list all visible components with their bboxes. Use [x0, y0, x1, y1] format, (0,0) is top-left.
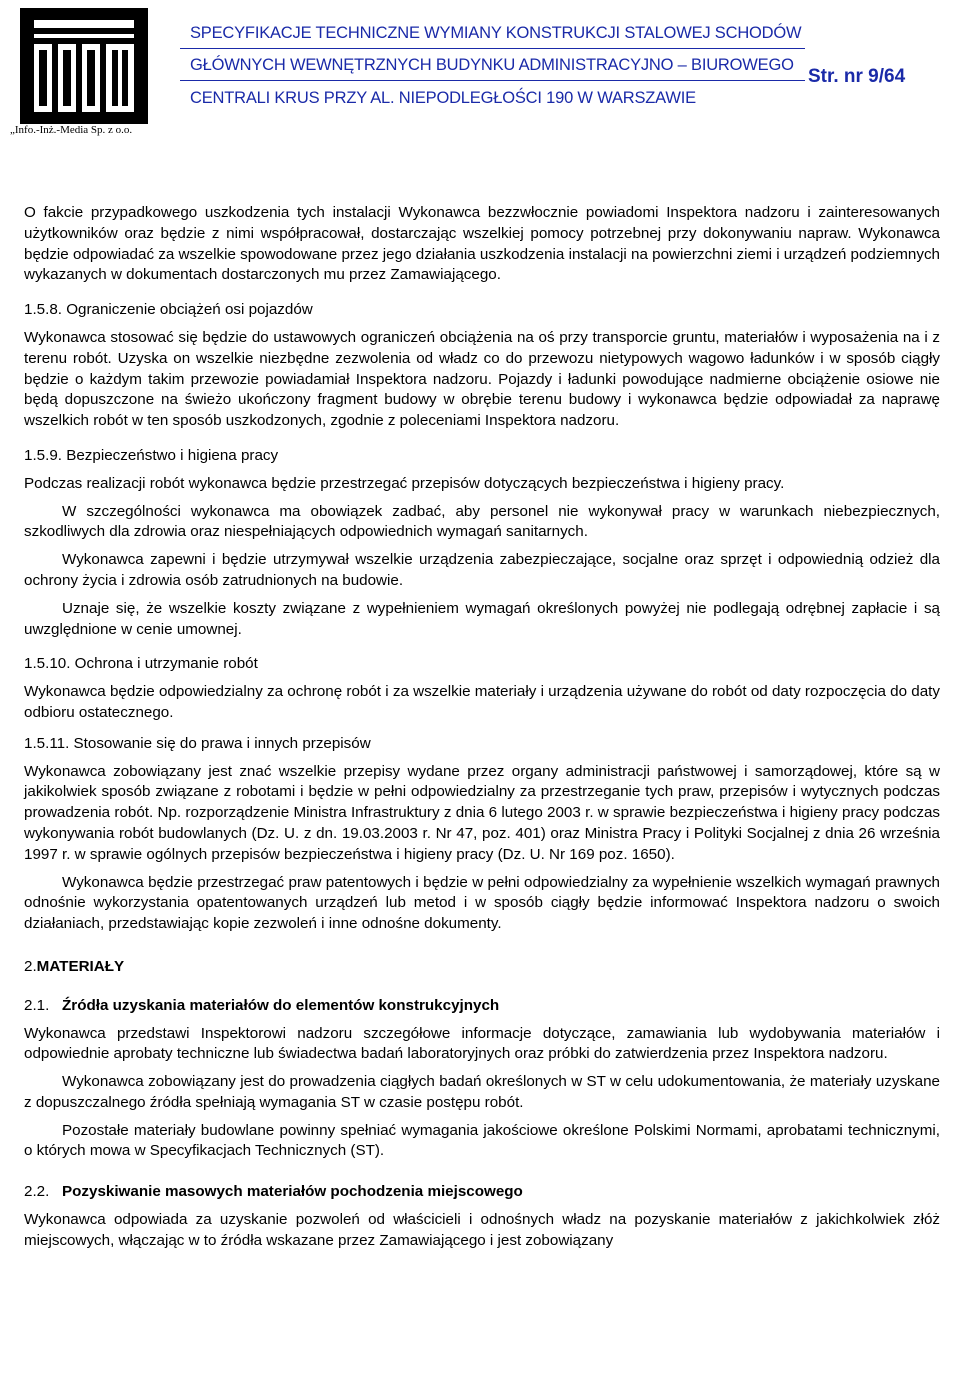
heading-number: 2.1. — [24, 996, 50, 1014]
header-divider — [180, 48, 805, 49]
heading-title: MATERIAŁY — [36, 957, 125, 975]
paragraph: O fakcie przypadkowego uszkodzenia tych instalacji Wykonawca bezzwłocznie powiadomi Inspektora nadzoru i zainteresowanych użytkowników oraz będzie z nimi współpracował, dostarczając wszelkiej pomocy potrzebnej przy dokonywaniu napraw. Wykonawca będzie odpowiadać za wszelkie spowodowane przez jego działania uszkodzenia instalacji na powierzchni ziemi i urządzeń podziemnych wykazanych w dokumentach dostarczonych mu przez Zamawiającego. — [24, 204, 940, 284]
paragraph: W szczególności wykonawca ma obowiązek zadbać, aby personel nie wykonywał pracy w warunkach niebezpiecznych, szkodliwych dla zdrowia oraz niespełniających odpowiednich wymagań sanitarnych. — [24, 502, 940, 541]
paragraph: Wykonawca zobowiązany jest znać wszelkie przepisy wydane przez organy administracji państwowej i samorządowej, które są w jakikolwiek sposób związane z robotami i będzie w pełni odpowiedzialny za przestrzeganie tych praw, przepisów i wytycznych podczas prowadzenia robót. Np. rozporządzenie Ministra Infrastruktury z dnia 6 lutego 2003 r. w sprawie bezpieczeństwa i higieny pracy podczas wykonywania robót budowlanych (Dz. U. z dn. 19.03.2003 r. Nr 47, poz. 401) oraz Ministra Pracy i Polityki Socjalnej z dnia 26 września 1997 r. w sprawie ogólnych przepisów bezpieczeństwa i higieny pracy (Dz. U. Nr 169 poz. 1650). — [24, 762, 940, 863]
paragraph: Wykonawca odpowiada za uzyskanie pozwoleń od właścicieli i odnośnych władz na pozyskanie materiałów z jakichkolwiek złóż miejscowych, włączając w to źródła wskazane przez Zamawiającego i jest zobowiązany — [24, 1211, 940, 1249]
paragraph: Uznaje się, że wszelkie koszty związane z wypełnieniem wymagań określonych powyżej nie podlegają odrębnej zapłacie i są uwzględnione w cenie umownej. — [24, 599, 940, 638]
section-heading-2-2 — [24, 1182, 940, 1203]
page-header — [0, 0, 960, 140]
paragraph: Wykonawca będzie przestrzegać praw patentowych i będzie w pełni odpowiedzialny za wypełnienie wszelkich wymagań prawnych odnośnie wykorzystania opatentowanych urządzeń lub metod i w sposób ciągły będzie informować Inspektora nadzoru o swoich działaniach, przedstawiając kopie zezwoleń i inne odnośne dokumenty. — [24, 873, 940, 933]
section-heading-1-5-8: 1.5.8. Ograniczenie obciążeń osi pojazdów — [24, 301, 313, 319]
document-title-line-1: SPECYFIKACJE TECHNICZNE WYMIANY KONSTRUKCJI STALOWEJ SCHODÓW — [190, 24, 802, 42]
heading-number: 2.2. — [24, 1183, 50, 1201]
company-name: „Info.-Inż.-Media Sp. z o.o. — [10, 124, 133, 136]
section-heading-1-5-11: 1.5.11. Stosowanie się do prawa i innych przepisów — [24, 734, 371, 752]
chapter-heading-2 — [24, 957, 940, 978]
section-heading-1-5-9: 1.5.9. Bezpieczeństwo i higiena pracy — [24, 446, 279, 464]
company-logo-icon — [20, 8, 148, 124]
page-number: Str. nr 9/64 — [808, 66, 906, 87]
section-heading-2-1 — [24, 996, 940, 1017]
paragraph: Wykonawca stosować się będzie do ustawowych ograniczeń obciążenia na oś przy transporcie gruntu, materiałów i wyposażenia na i z terenu robót. Uzyska on wszelkie niezbędne zezwolenia od władz co do przewozu nietypowych wagowo ładunków i w sposób ciągły będzie o każdym takim przewozie powiadamiał Inspektora nadzoru. Pojazdy i ładunki powodujące nadmierne obciążenie osiowe nie będą dopuszczone na świeżo ukończony fragment budowy w obrębie terenu budowy i wykonawca będzie odpowiadał za naprawę wszelkich robót w ten sposób uszkodzonych, zgodnie z poleceniami Inspektora nadzoru. — [24, 328, 940, 430]
heading-title: Pozyskiwanie masowych materiałów pochodzenia miejscowego — [62, 1183, 523, 1201]
paragraph: Podczas realizacji robót wykonawca będzie przestrzegać przepisów dotyczących bezpieczeństwa i higieny pracy. — [24, 474, 785, 492]
section-heading-1-5-10: 1.5.10. Ochrona i utrzymanie robót — [24, 655, 258, 673]
paragraph: Wykonawca przedstawi Inspektorowi nadzoru szczegółowe informacje dotyczące, zamawiania lub wydobywania materiałów i odpowiednie aprobaty techniczne lub świadectwa badań laboratoryjnych oraz próbki do zatwierdzenia przez Inspektora nadzoru. — [24, 1024, 940, 1063]
document-body — [24, 203, 940, 1252]
paragraph: Wykonawca zapewni i będzie utrzymywał wszelkie urządzenia zabezpieczające, socjalne oraz sprzęt i odpowiednią odzież dla ochrony życia i zdrowia osób zatrudnionych na budowie. — [24, 551, 940, 589]
paragraph: Pozostałe materiały budowlane powinny spełniać wymagania jakościowe określone Polskimi Normami, aprobatami technicznymi, o których mowa w Specyfikacjach Technicznych (ST). — [24, 1121, 940, 1160]
document-title-line-2: GŁÓWNYCH WEWNĘTRZNYCH BUDYNKU ADMINISTRACYJNO – BIUROWEGO — [190, 56, 794, 74]
paragraph: Wykonawca będzie odpowiedzialny za ochronę robót i za wszelkie materiały i urządzenia używane do robót od daty rozpoczęcia do daty odbioru ostatecznego. — [24, 683, 940, 721]
document-title-line-3: CENTRALI KRUS PRZY AL. NIEPODLEGŁOŚCI 190 W WARSZAWIE — [190, 89, 696, 107]
paragraph: Wykonawca zobowiązany jest do prowadzenia ciągłych badań określonych w ST w celu udokumentowania, że materiały uzyskane z dopuszczalnego źródła spełniają wymagania ST w czasie postępu robót. — [24, 1073, 940, 1111]
header-divider — [180, 80, 805, 81]
heading-title: Źródła uzyskania materiałów do elementów konstrukcyjnych — [62, 996, 500, 1014]
heading-number: 2. — [24, 957, 37, 975]
